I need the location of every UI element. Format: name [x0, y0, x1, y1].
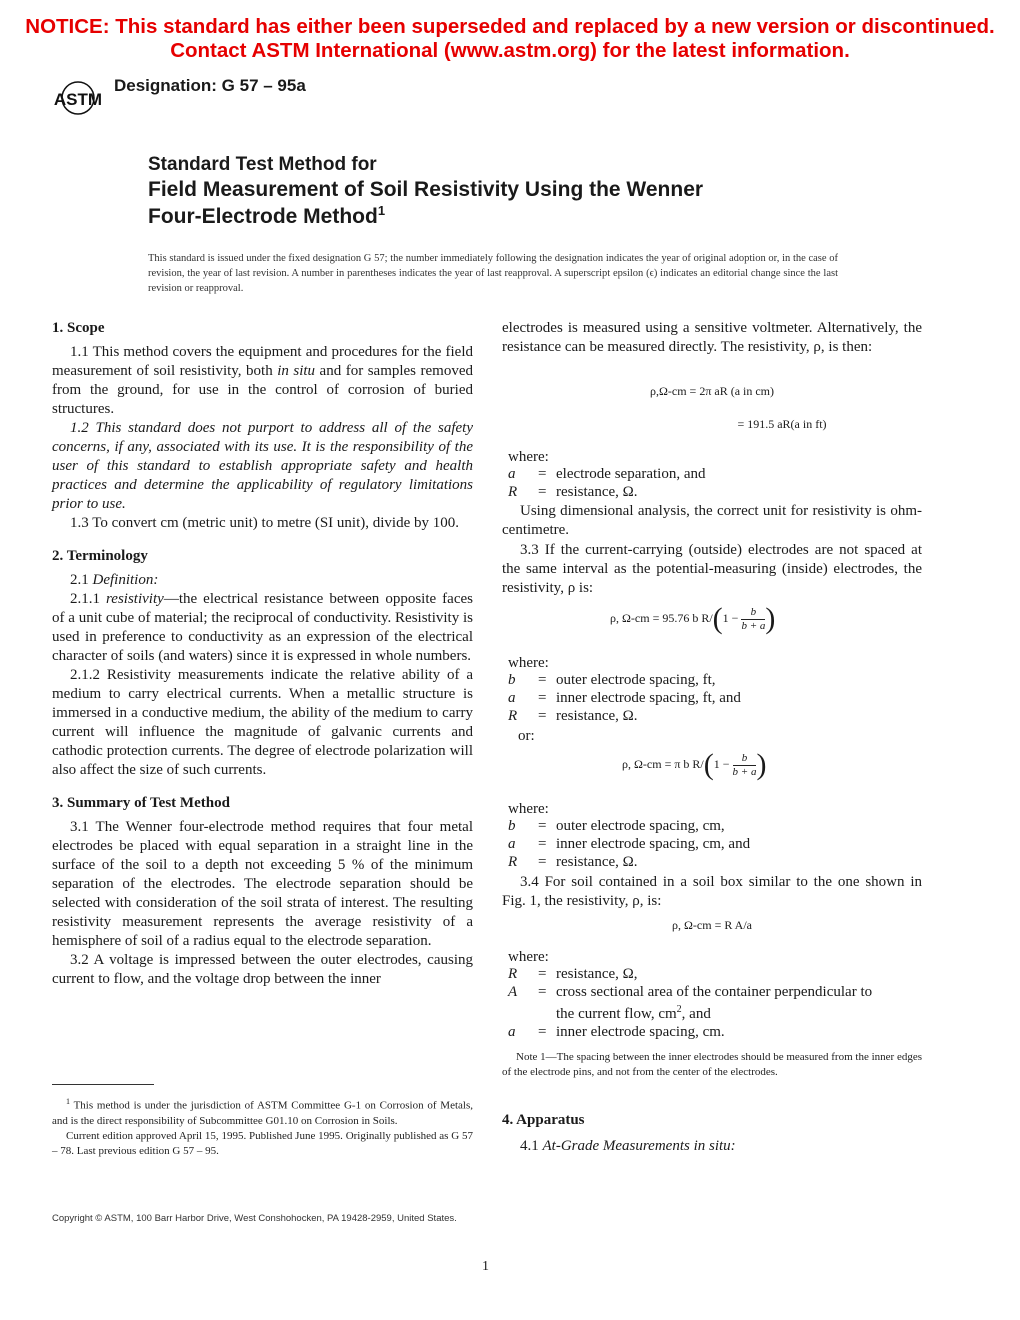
def-continuation: the current flow, $cm^2$, and: [556, 1004, 711, 1022]
where-4: where:: [508, 949, 549, 965]
def-row: R = resistance, Ω,: [508, 966, 638, 982]
para-3-3: 3.3 If the current-carrying (outside) electrodes are not spaced at the same interval as the potential-measuring (inside) electrodes, the resistivity, ρ is:: [502, 542, 922, 596]
section-2-heading: 2. Terminology: [52, 548, 148, 564]
def-row: R = resistance, Ω.: [508, 484, 638, 500]
footnote-rule: [52, 1084, 154, 1085]
copyright: Copyright © ASTM, 100 Barr Harbor Drive, West Conshohocken, PA 19428-2959, United States.: [52, 1213, 457, 1224]
def-row: a = inner electrode spacing, cm, and: [508, 836, 751, 852]
designation: Designation: G 57 – 95a: [114, 76, 306, 95]
page-number: 1: [482, 1259, 489, 1274]
fraction: $\frac{b}{b + a}$: [732, 751, 757, 778]
equation-2: ρ, Ω-cm = 95.76 b R/(1 − $\frac{b}{b + a}$ ): [610, 602, 776, 635]
notice-line-1: NOTICE: This standard has either been superseded and replaced by a new version or discontinued.: [25, 15, 995, 38]
where-1: where:: [508, 449, 549, 465]
def-row: R = resistance, Ω.: [508, 708, 638, 724]
para-dimensional: Using dimensional analysis, the correct unit for resistivity is ohm-centimetre.: [502, 503, 922, 538]
astm-logo-icon: [52, 80, 104, 116]
section-3-heading: 3. Summary of Test Method: [52, 795, 230, 811]
def-row: A = cross sectional area of the container perpendicular to: [508, 984, 873, 1000]
equation-4: ρ, Ω-cm = R A/a: [672, 918, 752, 932]
or-label: or:: [518, 728, 535, 744]
footnotes: [52, 1094, 473, 1159]
definitions-4: [508, 965, 922, 1041]
def-row: a = inner electrode spacing, ft, and: [508, 690, 741, 706]
para-3-2: 3.2 A voltage is impressed between the outer electrodes, causing current to flow, and the voltage drop between the inner: [52, 952, 473, 987]
para-2-1-1: 2.1.1 resistivity—the electrical resistance between opposite faces of a unit cube of material; the reciprocal of conductivity. Resistivity is used in preference to conductivity as an expression of the electrical character of soils (and waters) since it is expressed in whole numbers.: [52, 591, 473, 664]
where-2: where:: [508, 655, 549, 671]
para-3-4: 3.4 For soil contained in a soil box similar to the one shown in Fig. 1, the resistivity, ρ, is:: [502, 874, 922, 909]
section-1-heading: 1. Scope: [52, 320, 105, 336]
equation-1a: ρ,Ω-cm = 2π aR (a in cm): [649, 384, 775, 398]
footnote-2: Current edition approved April 15, 1995. Published June 1995. Originally published as G 57 – 78. Last previous edition G 57 – 95.: [52, 1129, 473, 1157]
def-row: R = resistance, Ω.: [508, 854, 638, 870]
para-1-2: 1.2 This standard does not purport to address all of the safety concerns, if any, associated with its use. It is the responsibility of the user of this standard to establish appropriate safety and health practices and determine the applicability of regulatory limitations prior to use.: [52, 420, 473, 512]
left-column: [52, 319, 473, 989]
def-row: b = outer electrode spacing, ft,: [508, 672, 716, 688]
para-4-1: 4.1 At-Grade Measurements in situ:: [520, 1138, 736, 1154]
fraction: $\frac{b}{b + a}$: [741, 605, 766, 632]
title-line-1: Standard Test Method for: [148, 154, 377, 175]
definitions-1: [508, 465, 922, 501]
title-line-3: Four-Electrode Method$^1$: [148, 203, 386, 228]
notice-line-2: Contact ASTM International (www.astm.org) for the latest information.: [170, 39, 850, 62]
issue-note: This standard is issued under the fixed designation G 57; the number immediately following the designation indicates the year of original adoption or, in the case of revision, the year of last revision. A number in parentheses indicates the year of last reapproval. A superscript epsilon (ϵ) indicates an editorial change since the last revision or reapproval.: [148, 253, 838, 294]
definitions-3: [508, 817, 922, 871]
logo-text: ASTM: [53, 90, 103, 109]
para-2-1: 2.1 Definition:: [70, 572, 159, 588]
definitions-2: [508, 671, 922, 725]
where-3: where:: [508, 801, 549, 817]
note-1: Note 1—The spacing between the inner electrodes should be measured from the inner edges of the electrode pins, and not from the center of the electrodes.: [502, 1051, 922, 1078]
para-3-2-cont: electrodes is measured using a sensitive voltmeter. Alternatively, the resistance can be measured directly. The resistivity, ρ, is then:: [502, 320, 922, 355]
footnote-1: $^1$ This method is under the jurisdiction of ASTM Committee G-1 on Corrosion of Metals, and is the direct responsibility of Subcommittee G01.10 on Corrosion in Soils.: [52, 1097, 473, 1127]
para-1-1: 1.1 This method covers the equipment and procedures for the field measurement of soil resistivity, both in situ and for samples removed from the ground, for use in the control of corrosion of buried structures.: [52, 344, 473, 417]
def-row: b = outer electrode spacing, cm,: [508, 818, 725, 834]
para-2-1-2: 2.1.2 Resistivity measurements indicate the relative ability of a medium to carry electrical currents. When a metallic structure is immersed in a conductive medium, the ability of the medium to carry current will influence the magnitude of galvanic currents and cathodic protection currents. The degree of electrode polarization will also affect the size of such currents.: [52, 667, 473, 778]
equation-3: ρ, Ω-cm = π b R/(1 − $\frac{b}{b + a}$ ): [622, 748, 767, 781]
def-row: a = inner electrode spacing, cm.: [508, 1024, 725, 1040]
para-3-1: 3.1 The Wenner four-electrode method requires that four metal electrodes be placed with equal separation in a straight line in the surface of the soil to a depth not exceeding 5 % of the minimum separation of the electrodes. The electrode separation should be selected with consideration of the soil strata of interest. The resulting resistivity measurement represents the average resistivity of a hemisphere of soil of a radius equal to the electrode separation.: [52, 819, 473, 949]
title-line-2: Field Measurement of Soil Resistivity Using the Wenner: [148, 178, 704, 201]
section-4-heading: 4. Apparatus: [502, 1112, 585, 1128]
def-row: a = electrode separation, and: [508, 466, 706, 482]
equation-1b: = 191.5 aR(a in ft): [737, 417, 827, 431]
para-1-3: 1.3 To convert cm (metric unit) to metre (SI unit), divide by 100.: [70, 515, 460, 531]
